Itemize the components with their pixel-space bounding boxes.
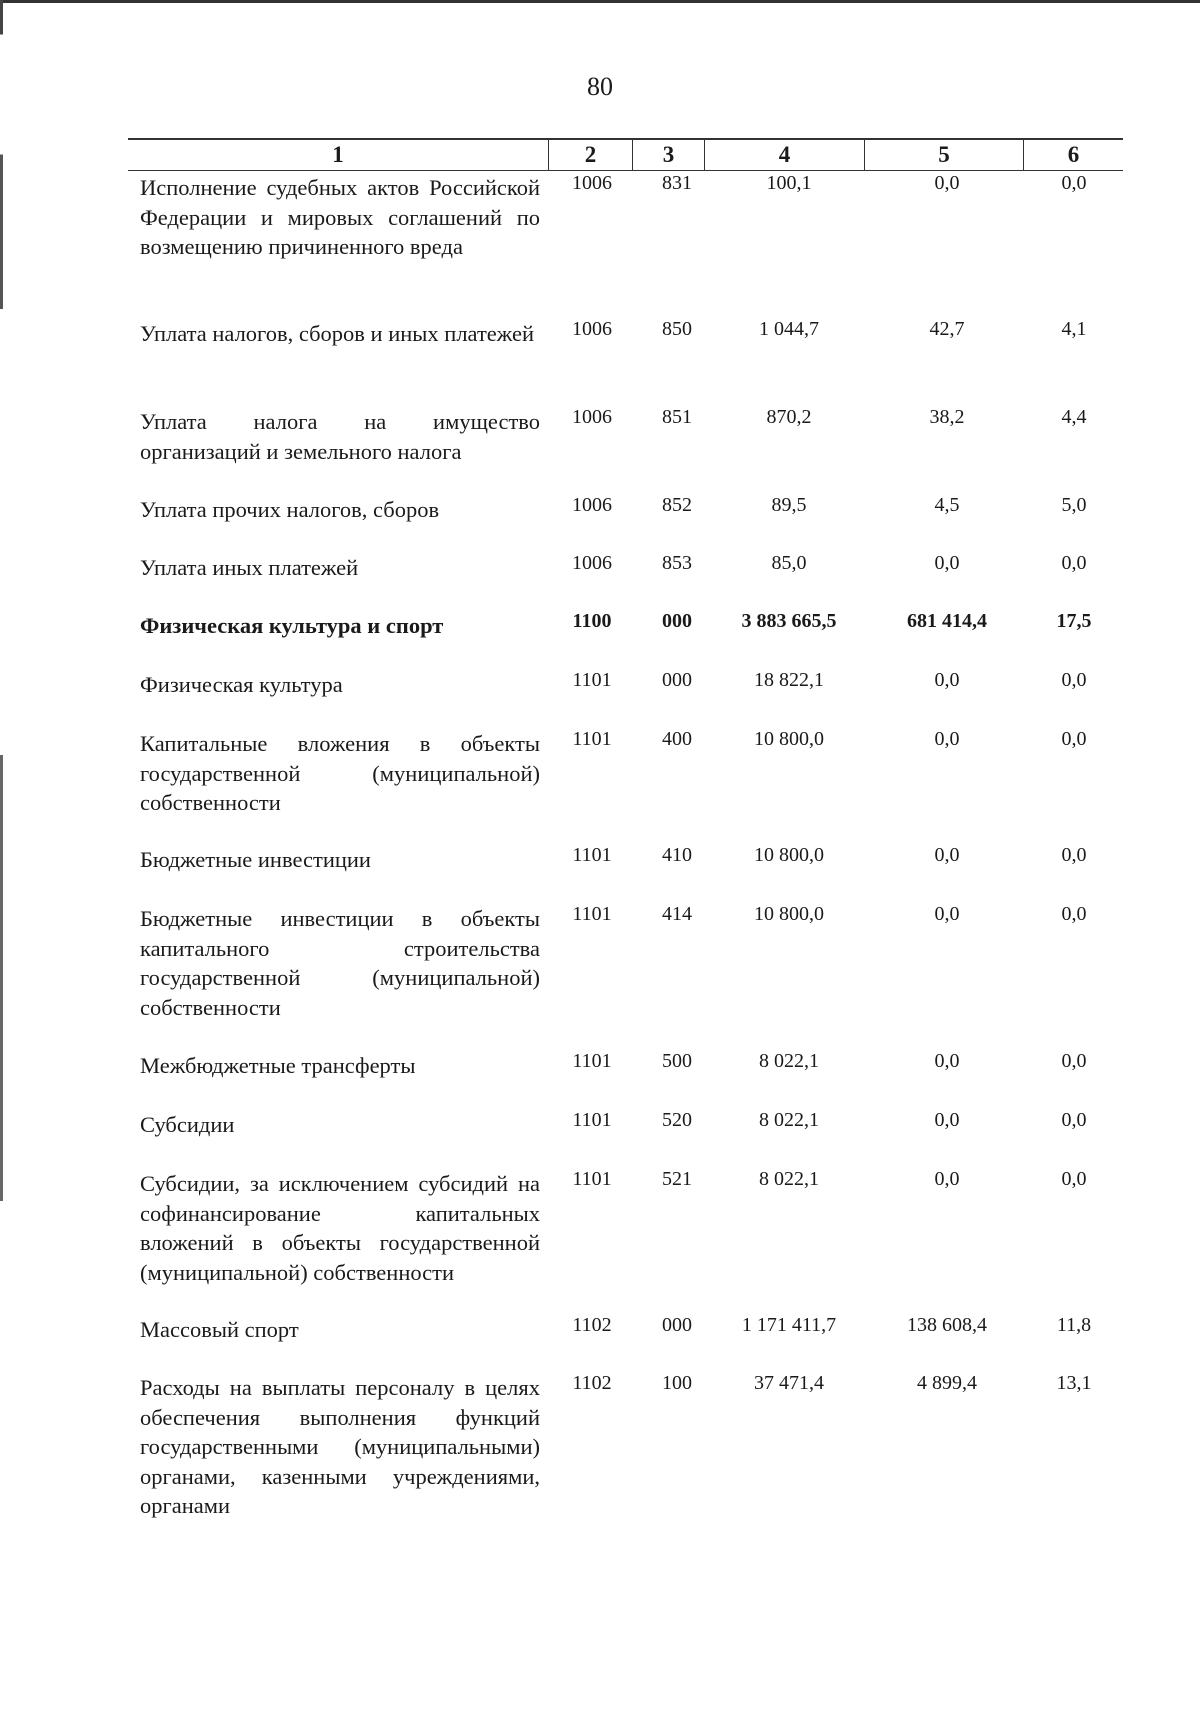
row-section-code: 1006 [572,494,612,516]
row-col-5-value: 0,0 [934,1109,960,1131]
row-col-5-value: 42,7 [929,318,965,340]
row-name: Уплата налогов, сборов и иных платежей [140,321,535,346]
row-col-5-value: 0,0 [934,844,960,866]
row-col-4-value: 8 022,1 [759,1168,819,1190]
row-section-code: 1102 [572,1372,612,1394]
row-col-4-value: 8 022,1 [759,1050,819,1072]
row-col-5-value: 38,2 [929,406,965,428]
row-name: Бюджетные инвестиции в объекты капитального строительства государственной (муниципальной) собственности [140,906,540,1020]
row-type-code: 831 [662,172,692,194]
row-col-5-value: 0,0 [934,1168,960,1190]
row-col-6-value: 0,0 [1061,1109,1087,1131]
table-row [140,842,1122,875]
row-type-code: 414 [662,903,692,925]
row-col-6-value: 0,0 [1061,669,1087,691]
row-col-6-value: 11,8 [1056,1314,1092,1336]
row-col-5-value: 138 608,4 [907,1314,987,1336]
row-section-code: 1006 [572,318,612,340]
table-row [140,1370,1122,1521]
table-row [140,550,1122,583]
row-col-6-value: 17,5 [1056,610,1092,632]
row-section-code: 1006 [572,172,612,194]
row-col-6-value: 0,0 [1061,1168,1087,1190]
row-type-code: 853 [662,552,692,574]
row-section-code: 1101 [572,1109,612,1131]
row-section-code: 1006 [572,406,612,428]
header-col-4: 4 [704,140,864,170]
row-col-5-value: 0,0 [934,728,960,750]
row-name: Уплата иных платежей [140,555,359,580]
row-col-6-value: 0,0 [1061,172,1087,194]
row-name: Физическая культура и спорт [140,613,444,638]
row-col-4-value: 870,2 [766,406,812,428]
row-type-code: 520 [662,1109,692,1131]
row-section-code: 1101 [572,903,612,925]
row-name: Расходы на выплаты персоналу в целях обеспечения выполнения функций государственными (муниципальными) органами, казенными учреждениями, органами [140,1375,540,1518]
row-col-4-value: 37 471,4 [754,1372,824,1394]
page-number: 80 [587,72,613,101]
row-col-6-value: 4,1 [1061,318,1087,340]
table-row [140,170,1122,262]
row-name: Массовый спорт [140,1317,299,1342]
row-type-code: 000 [662,610,692,632]
row-section-code: 1102 [572,1314,612,1336]
table-row [140,492,1122,525]
row-col-4-value: 85,0 [771,552,807,574]
row-col-5-value: 4 899,4 [917,1372,977,1394]
row-section-code: 1101 [572,1168,612,1190]
table-row [140,1166,1122,1287]
table-row [140,667,1122,700]
row-type-code: 851 [662,406,692,428]
row-type-code: 521 [662,1168,692,1190]
row-col-6-value: 0,0 [1061,844,1087,866]
row-name: Субсидии [140,1112,235,1137]
row-col-5-value: 0,0 [934,903,960,925]
row-col-4-value: 10 800,0 [754,844,824,866]
table-header [128,138,1123,171]
table-row [140,316,1122,349]
row-col-5-value: 0,0 [934,669,960,691]
row-type-code: 100 [662,1372,692,1394]
row-name: Уплата прочих налогов, сборов [140,497,440,522]
header-col-5: 5 [864,140,1023,170]
table-row [140,726,1122,818]
row-col-6-value: 0,0 [1061,552,1087,574]
row-section-code: 1006 [572,552,612,574]
row-name: Физическая культура [140,672,343,697]
row-type-code: 500 [662,1050,692,1072]
row-section-code: 1101 [572,669,612,691]
table-row [140,608,1122,641]
row-col-4-value: 1 171 411,7 [741,1314,837,1336]
row-section-code: 1101 [572,844,612,866]
row-col-6-value: 0,0 [1061,728,1087,750]
row-section-code: 1101 [572,728,612,750]
row-col-6-value: 4,4 [1061,406,1087,428]
row-col-4-value: 8 022,1 [759,1109,819,1131]
row-section-code: 1100 [572,610,612,632]
row-col-5-value: 681 414,4 [907,610,987,632]
scan-left-edge [0,0,3,1716]
row-col-4-value: 10 800,0 [754,903,824,925]
row-col-6-value: 0,0 [1061,1050,1087,1072]
row-col-5-value: 0,0 [934,552,960,574]
row-col-4-value: 1 044,7 [759,318,819,340]
header-col-2: 2 [548,140,632,170]
row-col-5-value: 4,5 [934,494,960,516]
row-col-5-value: 0,0 [934,172,960,194]
row-name: Бюджетные инвестиции [140,847,371,872]
row-name: Межбюджетные трансферты [140,1053,416,1078]
scan-top-edge [0,0,1200,3]
row-col-4-value: 18 822,1 [754,669,824,691]
row-type-code: 850 [662,318,692,340]
row-col-4-value: 3 883 665,5 [741,610,837,632]
row-type-code: 400 [662,728,692,750]
row-col-4-value: 100,1 [766,172,812,194]
row-col-6-value: 0,0 [1061,903,1087,925]
row-col-5-value: 0,0 [934,1050,960,1072]
row-name: Капитальные вложения в объекты государственной (муниципальной) собственности [140,731,540,815]
header-col-3: 3 [632,140,704,170]
table-row [140,404,1122,466]
row-name: Уплата налога на имущество организаций и земельного налога [140,409,540,464]
header-col-1: 1 [332,142,344,167]
table-row [140,1048,1122,1081]
row-name: Исполнение судебных актов Российской Федерации и мировых соглашений по возмещению причиненного вреда [140,175,540,259]
row-col-6-value: 5,0 [1061,494,1087,516]
row-col-6-value: 13,1 [1056,1372,1092,1394]
header-col-6: 6 [1023,140,1123,170]
row-type-code: 000 [662,669,692,691]
row-section-code: 1101 [572,1050,612,1072]
row-col-4-value: 10 800,0 [754,728,824,750]
row-type-code: 410 [662,844,692,866]
row-type-code: 852 [662,494,692,516]
row-type-code: 000 [662,1314,692,1336]
row-name: Субсидии, за исключением субсидий на софинансирование капитальных вложений в объекты государственной (муниципальной) собственности [140,1171,540,1285]
table-row [140,1312,1122,1345]
table-row [140,1107,1122,1140]
row-col-4-value: 89,5 [771,494,807,516]
table-row [140,901,1122,1022]
